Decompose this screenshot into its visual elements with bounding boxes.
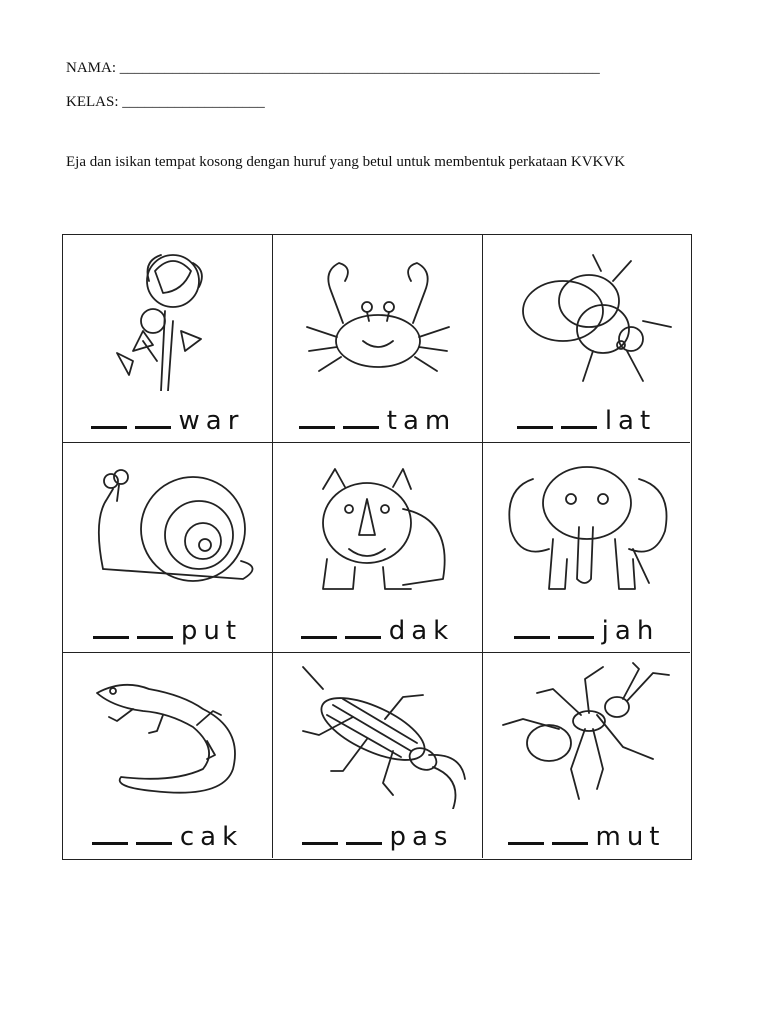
blank-2[interactable] — [136, 838, 172, 845]
blank-2[interactable] — [345, 632, 381, 639]
word-suffix: jah — [601, 616, 660, 646]
rhinoceros-icon — [283, 449, 473, 599]
elephant-icon — [493, 449, 683, 599]
word-suffix: put — [180, 616, 243, 646]
word-fill-in[interactable] — [63, 616, 272, 646]
word-suffix: tam — [386, 406, 457, 436]
blank-2[interactable] — [137, 632, 173, 639]
blank-2[interactable] — [552, 838, 588, 845]
word-fill-in[interactable] — [483, 616, 690, 646]
word-fill-in[interactable] — [63, 406, 272, 436]
cockroach-icon — [283, 659, 473, 809]
word-fill-in[interactable] — [273, 822, 482, 852]
worksheet-cell-cockroach — [273, 653, 483, 858]
crab-icon — [283, 241, 473, 391]
blank-1[interactable] — [301, 632, 337, 639]
worksheet-cell-flower — [63, 235, 273, 443]
lizard-icon — [73, 659, 263, 809]
instruction-text: Eja dan isikan tempat kosong dengan huruf yang betul untuk membentuk perkataan KVKVK — [66, 154, 626, 170]
worksheet-cell-lizard — [63, 653, 273, 858]
word-fill-in[interactable] — [63, 822, 272, 852]
word-fill-in[interactable] — [483, 406, 690, 436]
word-fill-in[interactable] — [273, 616, 482, 646]
blank-1[interactable] — [517, 422, 553, 429]
word-fill-in[interactable] — [483, 822, 690, 852]
worksheet-cell-elephant — [483, 443, 690, 653]
worksheet-grid — [62, 234, 692, 860]
word-suffix: pas — [389, 822, 454, 852]
blank-2[interactable] — [343, 422, 379, 429]
blank-1[interactable] — [299, 422, 335, 429]
blank-2[interactable] — [135, 422, 171, 429]
blank-1[interactable] — [508, 838, 544, 845]
word-suffix: war — [178, 406, 245, 436]
blank-1[interactable] — [514, 632, 550, 639]
word-suffix: dak — [388, 616, 455, 646]
flower-icon — [73, 241, 263, 391]
word-suffix: cak — [179, 822, 244, 852]
blank-2[interactable] — [346, 838, 382, 845]
worksheet-cell-snail — [63, 443, 273, 653]
blank-2[interactable] — [558, 632, 594, 639]
fly-icon — [493, 241, 683, 391]
worksheet-cell-ant — [483, 653, 690, 858]
blank-1[interactable] — [91, 422, 127, 429]
worksheet-cell-crab — [273, 235, 483, 443]
ant-icon — [493, 659, 683, 809]
worksheet-cell-rhinoceros — [273, 443, 483, 653]
worksheet-cell-fly — [483, 235, 690, 443]
word-fill-in[interactable] — [273, 406, 482, 436]
class-field-line[interactable]: KELAS: ___________________ — [66, 94, 265, 110]
blank-2[interactable] — [561, 422, 597, 429]
word-suffix: lat — [604, 406, 657, 436]
name-field-line[interactable]: NAMA: ________________________________________________________________ — [66, 60, 600, 76]
blank-1[interactable] — [302, 838, 338, 845]
word-suffix: mut — [595, 822, 666, 852]
snail-icon — [73, 449, 263, 599]
blank-1[interactable] — [92, 838, 128, 845]
blank-1[interactable] — [93, 632, 129, 639]
